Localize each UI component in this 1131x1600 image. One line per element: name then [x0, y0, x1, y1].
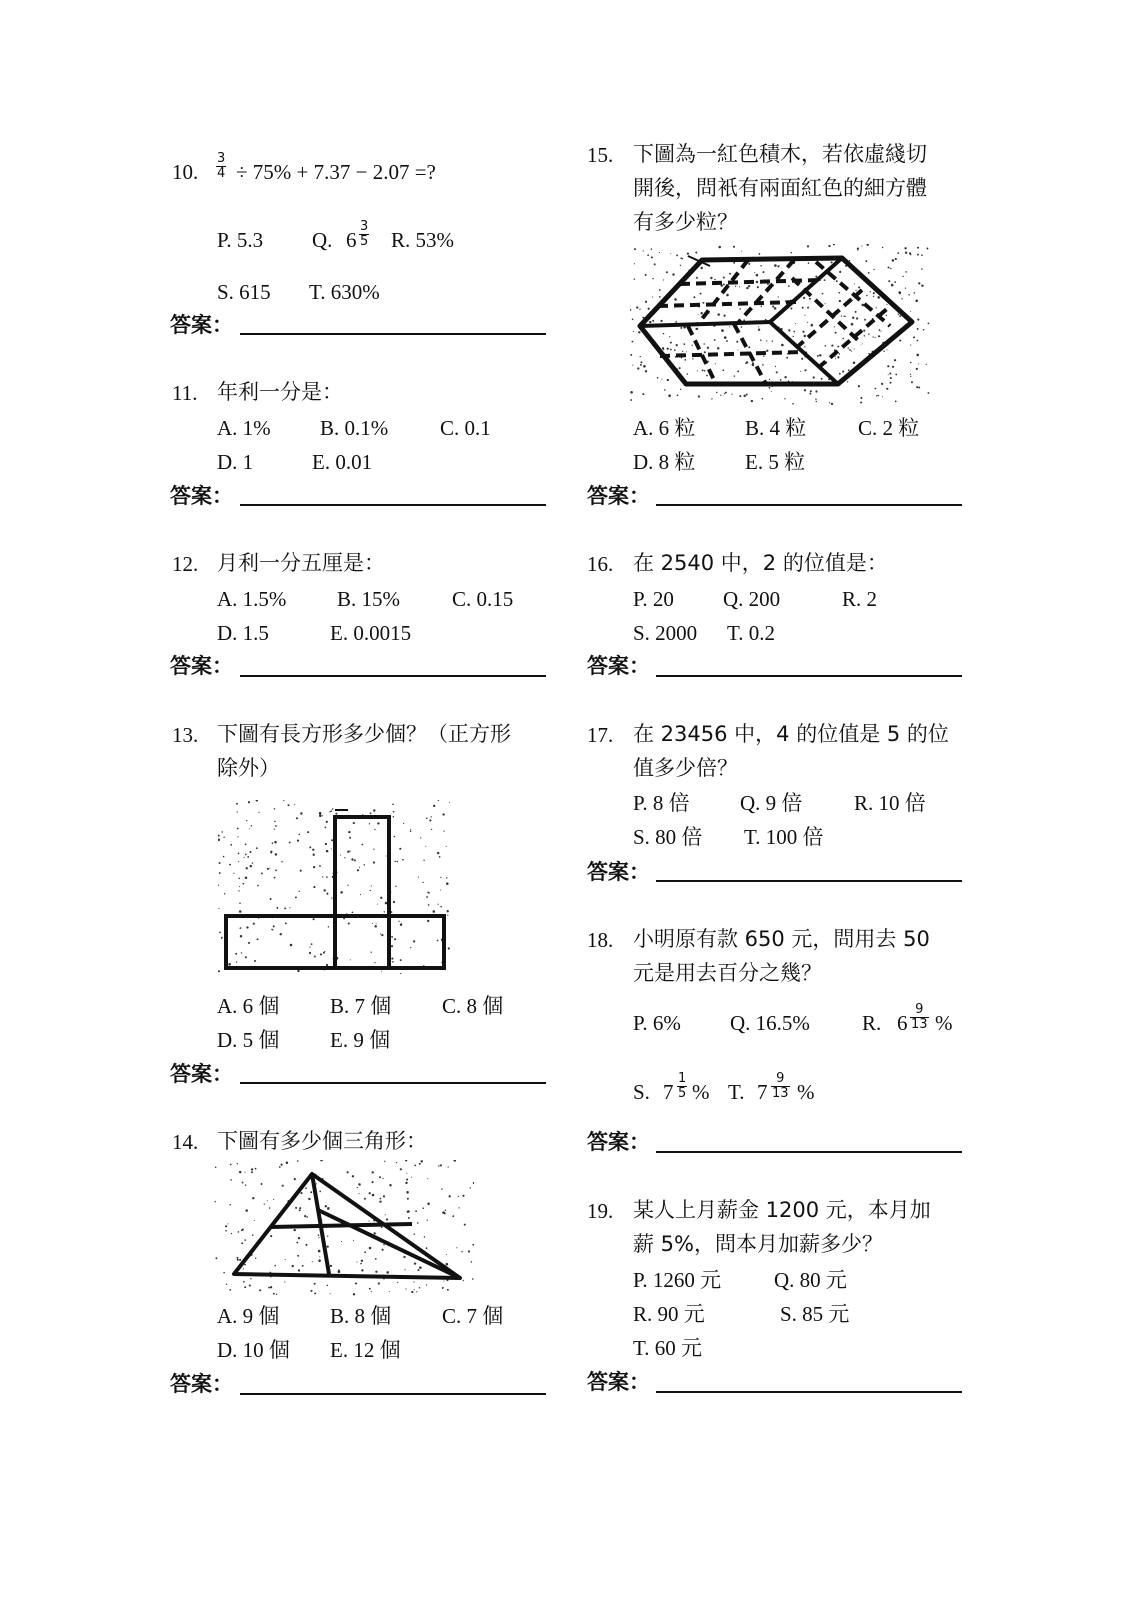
option-r-suffix: % [935, 1011, 953, 1035]
option-c: C. 0.15 [452, 587, 514, 611]
question-text-line1: 在 23456 中，4 的位值是 5 的位 [633, 722, 949, 746]
option-t: T. 630% [309, 280, 380, 304]
answer-line-10[interactable] [240, 333, 546, 335]
question-text-line1: 下圖有長方形多少個？（正方形 [217, 722, 511, 746]
answer-label: 答案： [587, 654, 650, 678]
question-text-line2: 除外） [217, 756, 280, 780]
option-s-prefix: S. [633, 1080, 650, 1104]
option-r: R. 53% [391, 228, 454, 252]
option-e: E. 9 個 [330, 1028, 391, 1052]
question-text: 年利一分是： [217, 380, 343, 404]
option-q: Q. 16.5% [730, 1011, 810, 1035]
question-text-line3: 有多少粒？ [633, 210, 738, 234]
fraction-three-quarters: $\frac{3}{4}$ [217, 151, 226, 181]
option-c: C. 8 個 [442, 994, 504, 1018]
option-r-prefix: R. [862, 1011, 882, 1035]
question-number: 12. [172, 552, 199, 576]
answer-label: 答案： [170, 1062, 233, 1086]
answer-line-17[interactable] [656, 880, 962, 882]
option-s: S. 615 [217, 280, 271, 304]
question-number: 13. [172, 723, 199, 747]
option-c: C. 0.1 [440, 416, 491, 440]
question-number: 15. [587, 143, 614, 167]
option-r: R. 2 [842, 587, 878, 611]
option-a: A. 6 粒 [633, 416, 696, 440]
option-a: A. 9 個 [217, 1304, 280, 1328]
option-b: B. 4 粒 [745, 416, 807, 440]
option-p: P. 6% [633, 1011, 681, 1035]
option-b: B. 0.1% [320, 416, 389, 440]
option-q: Q. 200 [723, 587, 781, 611]
option-q-whole: 6 [346, 228, 357, 252]
answer-label: 答案： [587, 484, 650, 508]
option-b: B. 8 個 [330, 1304, 392, 1328]
answer-line-19[interactable] [656, 1391, 962, 1393]
option-t: T. 0.2 [727, 621, 776, 645]
option-r: R. 10 倍 [854, 791, 926, 815]
question-text: 在 2540 中，2 的位值是： [633, 551, 888, 575]
answer-label: 答案： [170, 1372, 233, 1396]
option-q-prefix: Q. [312, 228, 333, 252]
option-e: E. 12 個 [330, 1338, 401, 1362]
question-text: 月利一分五厘是： [217, 551, 385, 575]
question-number: 16. [587, 552, 614, 576]
question-text: 下圖有多少個三角形： [217, 1129, 427, 1153]
answer-label: 答案： [170, 313, 233, 337]
option-d: D. 1 [217, 450, 254, 474]
rectangle-count-figure [218, 800, 450, 980]
question-number: 11. [172, 381, 198, 405]
option-t: T. 100 倍 [744, 825, 824, 849]
option-c: C. 7 個 [442, 1304, 504, 1328]
option-a: A. 6 個 [217, 994, 280, 1018]
question-text-line2: 開後，問衹有兩面紅色的細方體 [633, 176, 927, 200]
option-r-fraction: $\frac{9}{13}$ [911, 1002, 928, 1032]
question-number: 18. [587, 928, 614, 952]
question-text-line2: 元是用去百分之幾？ [633, 961, 822, 985]
answer-label: 答案： [587, 860, 650, 884]
option-s-suffix: % [692, 1080, 710, 1104]
triangle-count-figure [214, 1160, 474, 1300]
cube-block-figure [630, 244, 930, 406]
answer-line-12[interactable] [240, 675, 546, 677]
option-q-fraction: $\frac{3}{5}$ [360, 219, 369, 249]
answer-label: 答案： [587, 1370, 650, 1394]
option-p: P. 8 倍 [633, 791, 690, 815]
option-s: S. 80 倍 [633, 825, 703, 849]
option-p: P. 1260 元 [633, 1268, 722, 1292]
question-text-line1: 小明原有款 650 元，問用去 50 [633, 927, 930, 951]
option-a: A. 1% [217, 416, 271, 440]
answer-label: 答案： [587, 1130, 650, 1154]
option-r-whole: 6 [897, 1011, 908, 1035]
option-e: E. 5 粒 [745, 450, 806, 474]
option-t: T. 60 元 [633, 1336, 703, 1360]
question-number: 19. [587, 1199, 614, 1223]
option-b: B. 7 個 [330, 994, 392, 1018]
option-s: S. 2000 [633, 621, 698, 645]
option-d: D. 5 個 [217, 1028, 280, 1052]
option-t-suffix: % [797, 1080, 815, 1104]
question-text-line2: 薪 5%，問本月加薪多少？ [633, 1232, 883, 1256]
question-number: 14. [172, 1130, 199, 1154]
answer-line-15[interactable] [656, 504, 962, 506]
option-r: R. 90 元 [633, 1302, 705, 1326]
option-a: A. 1.5% [217, 587, 287, 611]
question-number: 10. [172, 160, 199, 184]
option-q: Q. 9 倍 [740, 791, 803, 815]
option-e: E. 0.01 [312, 450, 373, 474]
question-number: 17. [587, 723, 614, 747]
question-text-line1: 下圖為一紅色積木，若依虛綫切 [633, 142, 927, 166]
option-s-fraction: $\frac{1}{5}$ [678, 1071, 687, 1101]
answer-line-11[interactable] [240, 504, 546, 506]
option-p: P. 20 [633, 587, 674, 611]
answer-line-16[interactable] [656, 675, 962, 677]
option-t-prefix: T. [728, 1080, 745, 1104]
answer-line-18[interactable] [656, 1151, 962, 1153]
option-t-whole: 7 [757, 1080, 768, 1104]
option-e: E. 0.0015 [330, 621, 412, 645]
option-p: P. 5.3 [217, 228, 264, 252]
option-d: D. 1.5 [217, 621, 269, 645]
answer-label: 答案： [170, 484, 233, 508]
option-d: D. 10 個 [217, 1338, 290, 1362]
option-b: B. 15% [337, 587, 400, 611]
option-t-fraction: $\frac{9}{13}$ [772, 1071, 789, 1101]
answer-line-13[interactable] [240, 1082, 546, 1084]
question-text-line2: 值多少倍？ [633, 756, 738, 780]
option-d: D. 8 粒 [633, 450, 696, 474]
option-q: Q. 80 元 [774, 1268, 847, 1292]
answer-label: 答案： [170, 654, 233, 678]
option-c: C. 2 粒 [858, 416, 920, 440]
option-s: S. 85 元 [780, 1302, 850, 1326]
option-s-whole: 7 [663, 1080, 674, 1104]
answer-line-14[interactable] [240, 1393, 546, 1395]
question-text-line1: 某人上月薪金 1200 元，本月加 [633, 1198, 931, 1222]
question-expression: ÷ 75% + 7.37 − 2.07 =? [236, 160, 436, 184]
